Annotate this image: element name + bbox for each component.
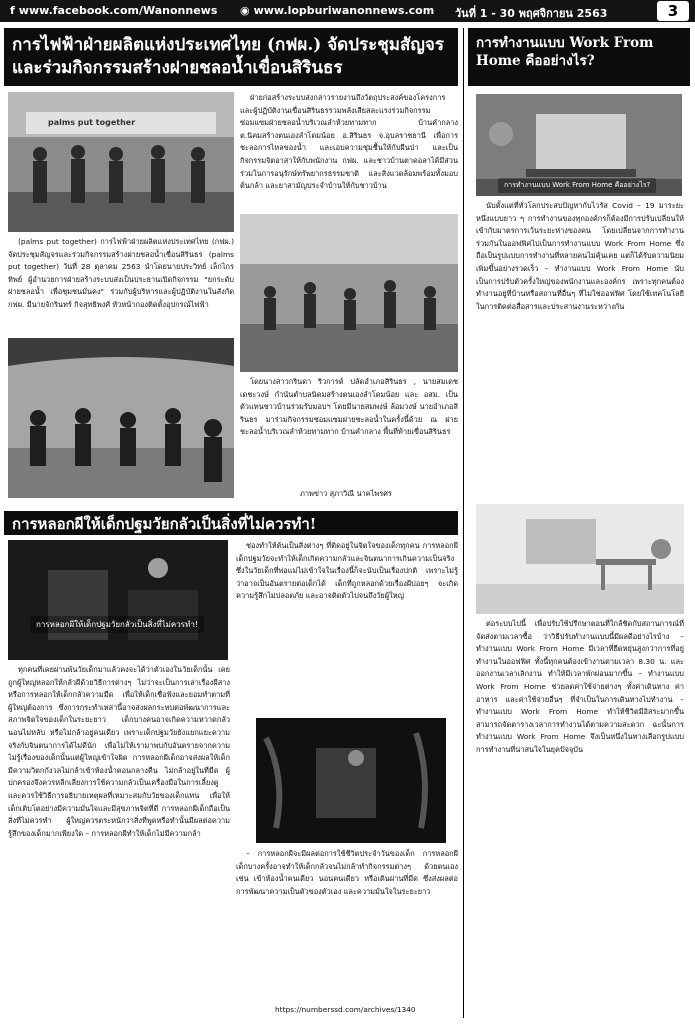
article1-closing-paragraph: โดยนางสาวกรินดา ริวการต์ ปลัดอำเภอสิรินธร , นายสมเดช เดชะวงษ์ กำนันตำบลนิคมสร้างตนเองลำโดมน้อย และ อสม. เป็นตัวแทนชาวบ้านร่วมรับมอบฯ โดยมีนายสมพงษ์ ล้อมวงษ์ นายอำเภอสิรินธร มาร่วมกิจกรรมซ่อมแซมฝายชะลอน้ำในครั้งนี้ด้วย ณ ฝายชะลอน้ำบริเวณลำห้วยทามทาก บ้านคำกลาง พื้นที่ท้ายเขื่อนสิรินธร <box>240 377 458 437</box>
article2-image-caption: การหลอกผีให้เด็กปฐมวัยกลัวเป็นสิ่งที่ไม่ควรทำ! <box>30 616 204 633</box>
article2-right-column-top <box>236 540 458 716</box>
article3-image-caption: การทำงานแบบ Work From Home คืออย่างไร? <box>498 178 656 193</box>
article3-photo-laptop <box>476 94 682 196</box>
article2-photo-hands <box>256 718 446 843</box>
article2-right-column-bottom <box>236 848 458 998</box>
article3-paragraph-1: นับตั้งแต่ที่ทั่วโลกประสบปัญหากับไวรัส Covid – 19 มาระยะหนึ่งแบบยาว ๆ การทำงานของทุกองค์กรก็ต้องมีการปรับเปลี่ยนให้เข้ากับมาตรการเว้นระยะห่างของคน โดยเปลี่ยนจากการทำงานร่วมกันในออฟฟิศไปเป็นการทำงานแบบ Work From Home ซึ่งถือเป็นรูปแบบการทำงานที่หลายคนไม่คุ้นเคย แต่ก็ได้รับความนิยมเพิ่มขึ้นอย่างรวดเร็ว – ทำงานแบบ Work From Home นับเป็นการปรับตัวครั้งใหญ่ของพนักงานและองค์กร เพราะทุกคนต้องทำงานอยู่ที่บ้านหรือสถานที่อื่นๆ ที่ไม่ใช่ออฟฟิศ โดยใช้เทคโนโลยีในการติดต่อสื่อสารและประสานงานระหว่างกัน <box>476 201 684 311</box>
article1-body-paragraph: ฝ่ายก่อสร้างระบบส่งกล่าวรายงานถึงวัตถุประสงค์ของโครงการและผู้ปฏิบัติงานเขื่อนสิรินธรรวมพลังเสียสละแรงร่วมกิจกรรมซ่อมแซมฝ่ายชลอน้ำบริเวณลำห้วยทามทาก บ้านคำกลาง ต.นิคมสร้างตนเองลำโดมน้อย อ.สิรินธร จ.อุบลราชธานี เพื่อการชะลอการไหลของน้ำ และเอบความชุ่มชื้นให้กับผืนป่า และเป็นกิจกรรมจิตอาสาให้กับพนักงาน กฟผ. และชาวบ้านตาดอลาได้มีส่วนร่วมในการอนุรักษ์ทรัพยากรธรรมชาติ และสิ่งแวดล้อมพร้อมทั้งมอบต้นกล้า และยาสามัญประจำบ้านให้กับชาวบ้าน <box>240 93 458 191</box>
weir-construction-image <box>240 214 458 372</box>
globe-icon: ◉ <box>240 4 250 17</box>
article1-title: การไฟฟ้าฝ่ายผลิตแห่งประเทศไทย (กฟผ.) จัดประชุมสัญจร และร่วมกิจกรรมสร้างฝายชลอน้ำเขื่อนสิรินธร <box>12 35 444 78</box>
article2-left-paragraph: ทุกคนที่เคยผ่านพ้นวัยเด็กมาแล้วคงจะได้ว่าตัวเองในวัยเด็กนั้น เคยถูกผู้ใหญ่หลอกให้กลัวผีด้วยวิธีการต่างๆ ไม่ว่าจะเป็นการเล่าเรื่องผีสาง หรือการหลอกให้เด็กกลัวความมืด เพื่อให้เด็กเชื่อฟังและยอมทำตามที่ผู้ใหญ่ต้องการ ซึ่งการกระทำเหล่านี้อาจส่งผลกระทบต่อพัฒนาการและสภาพจิตใจของเด็กในระยะยาว เด็กบางคนอาจเกิดความหวาดกลัว นอนไม่หลับ หรือไม่กล้าอยู่คนเดียว เพราะเด็กปฐมวัยยังแยกแยะความจริงกับจินตนาการได้ไม่ดีนัก เพื่อไม่ให้เรามาพบกับอันตรายจากความไม่รู้เรื่องของเด็กนั้นแต่ผู้ใหญ่เข้าใจผิด การหลอกผีเด็กอาจส่งผลให้เด็กมีความวิตกกังวลไม่กล้าเข้าห้องน้ำตอนกลางคืน ไม่กล้าอยู่ในที่มืด ผู้ปกครองจึงควรหลีกเลี่ยงการใช้ความกลัวเป็นเครื่องมือในการเลี้ยงดู และควรใช้วิธีการอธิบายเหตุผลที่เหมาะสมกับวัยของเด็กแทน เพื่อให้เด็กเติบโตอย่างมีความมั่นใจและมีสุขภาพจิตที่ดี การหลอกผีเด็กถือเป็นสิ่งที่ไม่ควรทำ ผู้ใหญ่ควรตระหนักว่าสิ่งที่พูดหรือทำนั้นมีผลต่อความรู้สึกของเด็กมากเพียงใด – การหลอกผีทำให้เด็กไม่มีความกล้า <box>8 665 230 838</box>
article2-left-column <box>8 664 230 1012</box>
top-bar <box>0 0 695 22</box>
article2-right-paragraph: ช่องทำให้ต้นเป็นสิ่งต่างๆ ที่ติดอยู่ในจิตใจของเด็กทุกคน การหลอกผีเด็กปฐมวัยจะทำให้เด็กเกิดความกลัวและจินตนาการเกินความเป็นจริง ซึ่งในวัยเด็กที่พ่อแม่ไม่เข้าใจในเรื่องนี้ก็จะนับเป็นเรื่องปกติ เพราะไม่รู้ว่าอาจเป็นอันตรายต่อเด็กได้ เด็กที่ถูกหลอกด้วยเรื่องผีบ่อยๆ จะเกิดความรู้สึกไม่ปลอดภัย และอาจติดตัวไปจนถึงวัยผู้ใหญ่ <box>236 541 458 601</box>
article3-photo-room <box>476 504 684 614</box>
page-number: 3 <box>657 1 689 21</box>
facebook-icon: f <box>10 4 15 17</box>
facebook-link[interactable]: f www.facebook.com/Wanonnews <box>10 4 218 17</box>
article3-column-bottom <box>476 618 684 1018</box>
article3-column-top <box>476 200 684 500</box>
article1-headline <box>4 28 458 86</box>
article1-photo-weir <box>240 214 458 372</box>
dark-room-image <box>8 540 228 660</box>
article2-source[interactable]: https://numberssd.com/archives/1340 <box>275 1005 416 1014</box>
home-office-image <box>476 504 684 614</box>
article1-photo-credit: ภาพข่าว สุภาวิณี นาคไพรศร <box>300 489 392 498</box>
article2-title: การหลอกผีให้เด็กปฐมวัยกลัวเป็นสิ่งที่ไม่ควรทำ! <box>12 515 317 533</box>
crowd-under-tent-image <box>8 338 234 498</box>
article3-title: การทำงานแบบ Work From Home คืออย่างไร? <box>476 35 654 70</box>
column-divider <box>463 28 464 1018</box>
ceremony-scene-image <box>8 92 234 232</box>
article3-headline <box>468 28 690 86</box>
article1-left-column <box>8 236 234 336</box>
ceremony-banner-text: palms put together <box>48 118 136 127</box>
article2-photo-ghost <box>8 540 228 660</box>
article1-right-column <box>240 92 458 210</box>
article1-photo-ceremony <box>8 92 234 232</box>
article1-bottom-column <box>240 376 458 476</box>
article1-intro-paragraph: (palms put together) การไฟฟ้าฝ่ายผลิตแห่งประเทศไทย (กฟผ.) จัดประชุมสัญจรและร่วมกิจกรรมสร้างฝายชลอน้ำเขื่อนสิรินธร (palms put together) วันที่ 28 ตุลาคม 2563 นำโดยนายประวิทย์ เล็กไกรทิพย์ ผู้อำนวยการฝ่ายสร้างระบบส่งเป็นประธานเปิดกิจกรรม "ยกระดับฝายชลอน้ำ เพื่อชุมชนมั่นคง" ร่วมกับผู้บริหารและผู้ปฏิบัติงานในสังกัดกฟผ. มีนายจักรินทร์ กิจสุทธิพงศ์ หัวหน้ากองติดตั้งอุปกรณ์ไฟฟ้า <box>8 237 234 309</box>
article1-photo-crowd <box>8 338 234 498</box>
article3-paragraph-2: ต่อระบบไปนี้ เพื่อปรับใช้ปรึกษาตอนที่ใกล้ชิดกับสถานการณ์ที่จัดส่งตามเวลาซื้อ ว่าวิธีปรับทำงานแบบนี้มีผลดีอย่างไรบ้าง – ทำงานแบบ Work From Home มีเวลาที่ยืดหยุ่นสูงกว่าการที่อยู่ทำงานในออฟฟิศ ทั้งนี้ทุกคนต้องเข้างานตามเวลา 8.30 น. และออกงานเวลาเลิกงาน ทำให้มีเวลาพักผ่อนมากขึ้น – ทำงานแบบ Work From Home ช่วยลดค่าใช้จ่ายต่างๆ ทั้งค่าเดินทาง ค่าอาหาร และค่าใช้จ่ายอื่นๆ ที่จำเป็นในการเดินทางไปทำงาน – ทำงานแบบ Work From Home ทำให้ชีวิตมีอิสระมากขึ้น สามารถจัดตารางเวลาการทำงานได้ตามความสะดวก ฉะนั้นการทำงานแบบ Work From Home จึงเป็นหนึ่งในทางเลือกรูปแบบการทำงานที่น่าสนใจในยุคปัจจุบัน <box>476 619 684 754</box>
article2-image2-caption: – การหลอกผีจะมีผลต่อการใช้ชีวิตประจำวันของเด็ก การหลอกผีเด็กบางครั้งอาจทำให้เด็กกลัวจนไม่กล้าทำกิจกรรมต่างๆ ด้วยตนเอง เช่น เข้าห้องน้ำคนเดียว นอนคนเดียว หรือเดินผ่านที่มืด ซึ่งส่งผลต่อการพัฒนาความเป็นตัวของตัวเอง และความมั่นใจในระยะยาว <box>236 849 458 896</box>
shadow-hands-image <box>256 718 446 843</box>
website-link[interactable]: ◉ www.lopburiwanonnews.com <box>240 4 435 17</box>
article2-headline <box>4 511 458 535</box>
issue-date: วันที่ 1 - 30 พฤศจิกายน 2563 <box>455 7 608 20</box>
